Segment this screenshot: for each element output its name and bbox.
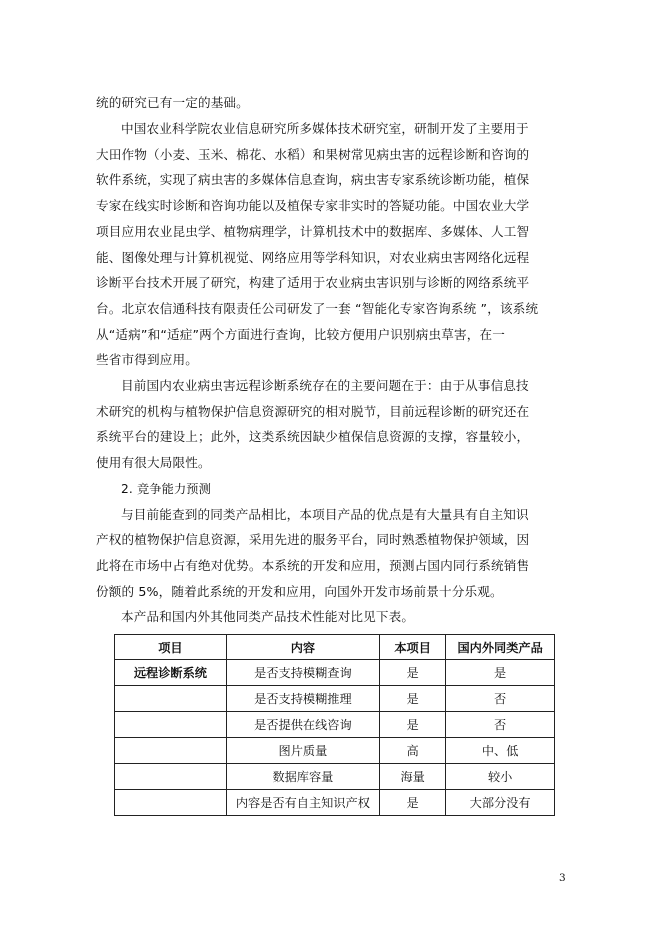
row-this-project: 海量 bbox=[380, 764, 446, 790]
page-number: 3 bbox=[559, 872, 566, 884]
row-content: 是否支持模糊查询 bbox=[226, 660, 379, 686]
body-line: 能、图像处理与计算机视觉、网络应用等学科知识，对农业病虫害网络化远程 bbox=[96, 250, 530, 265]
body-line: 软件系统，实现了病虫害的多媒体信息查询，病虫害专家系统诊断功能，植保 bbox=[96, 172, 530, 187]
paragraph-first-line: 中国农业科学院农业信息研究所多媒体技术研究室，研制开发了主要用于 bbox=[121, 121, 529, 136]
body-line: 系统平台的建设上；此外，这类系统因缺少植保信息资源的支撑，容量较小， bbox=[96, 429, 530, 444]
row-this-project: 是 bbox=[380, 686, 446, 712]
table-row bbox=[115, 738, 555, 764]
table-caption: 本产品和国内外其他同类产品技术性能对比见下表。 bbox=[121, 609, 415, 624]
body-line: 统的研究已有一定的基础。 bbox=[96, 95, 249, 110]
table-header-row bbox=[115, 635, 555, 660]
row-this-project: 高 bbox=[380, 738, 446, 764]
row-category bbox=[115, 712, 227, 738]
body-line: 项目应用农业昆虫学、植物病理学，计算机技术中的数据库、多媒体、人工智 bbox=[96, 224, 530, 239]
row-similar-products: 否 bbox=[446, 686, 555, 712]
body-line: 产权的植物保护信息资源，采用先进的服务平台，同时熟悉植物保护领域，因 bbox=[96, 532, 530, 547]
body-line: 份额的 5%，随着此系统的开发和应用，向国外开发市场前景十分乐观。 bbox=[96, 584, 503, 599]
body-line: 台。北京农信通科技有限责任公司研发了一套 “智能化专家咨询系统 ”，该系统 bbox=[96, 301, 539, 316]
row-similar-products: 较小 bbox=[446, 764, 555, 790]
row-content: 数据库容量 bbox=[226, 764, 379, 790]
row-this-project: 是 bbox=[380, 660, 446, 686]
row-category: 远程诊断系统 bbox=[115, 660, 227, 686]
row-category bbox=[115, 686, 227, 712]
body-line: 使用有很大局限性。 bbox=[96, 455, 211, 470]
table-row bbox=[115, 686, 555, 712]
table-row bbox=[115, 660, 555, 686]
body-line: 诊断平台技术开展了研究，构建了适用于农业病虫害识别与诊断的网络系统平 bbox=[96, 275, 530, 290]
table-row bbox=[115, 790, 555, 816]
row-similar-products: 是 bbox=[446, 660, 555, 686]
row-content: 是否提供在线咨询 bbox=[226, 712, 379, 738]
header-item: 项目 bbox=[115, 635, 227, 660]
body-line: 专家在线实时诊断和咨询功能以及植保专家非实时的答疑功能。中国农业大学 bbox=[96, 198, 530, 213]
body-line: 此将在市场中占有绝对优势。本系统的开发和应用，预测占国内同行系统销售 bbox=[96, 558, 530, 573]
row-category bbox=[115, 738, 227, 764]
header-this-project: 本项目 bbox=[380, 635, 446, 660]
row-this-project: 是 bbox=[380, 790, 446, 816]
section-heading: 2. 竞争能力预测 bbox=[121, 482, 211, 496]
paragraph-first-line: 目前国内农业病虫害远程诊断系统存在的主要问题在于：由于从事信息技 bbox=[121, 378, 529, 393]
row-category bbox=[115, 764, 227, 790]
comparison-table bbox=[114, 634, 555, 816]
row-similar-products: 否 bbox=[446, 712, 555, 738]
row-content: 是否支持模糊推理 bbox=[226, 686, 379, 712]
body-line: 术研究的机构与植物保护信息资源研究的相对脱节，目前远程诊断的研究还在 bbox=[96, 404, 530, 419]
row-category bbox=[115, 790, 227, 816]
header-content: 内容 bbox=[226, 635, 379, 660]
row-similar-products: 中、低 bbox=[446, 738, 555, 764]
row-similar-products: 大部分没有 bbox=[446, 790, 555, 816]
row-this-project: 是 bbox=[380, 712, 446, 738]
table-row bbox=[115, 712, 555, 738]
table-row bbox=[115, 764, 555, 790]
row-content: 内容是否有自主知识产权 bbox=[226, 790, 379, 816]
body-line: 些省市得到应用。 bbox=[96, 352, 198, 367]
body-line: 从“适病”和“适症”两个方面进行查询，比较方便用户识别病虫草害，在一 bbox=[96, 327, 506, 342]
row-content: 图片质量 bbox=[226, 738, 379, 764]
body-line: 大田作物（小麦、玉米、棉花、水稻）和果树常见病虫害的远程诊断和咨询的 bbox=[96, 147, 530, 162]
header-similar-products: 国内外同类产品 bbox=[446, 635, 555, 660]
paragraph-first-line: 与目前能查到的同类产品相比，本项目产品的优点是有大量具有自主知识 bbox=[121, 507, 529, 522]
